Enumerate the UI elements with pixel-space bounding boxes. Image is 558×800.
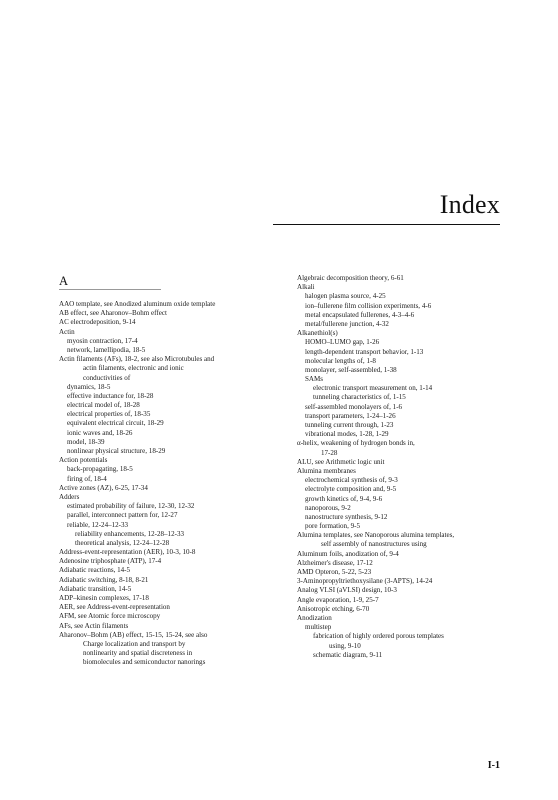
index-entry: nanostructure synthesis, 9-12 (305, 512, 388, 521)
index-entry: ionic waves and, 18-26 (67, 428, 133, 437)
index-entry: electrolyte composition and, 9-5 (305, 485, 397, 494)
index-entry: electronic transport measurement on, 1-14 (313, 384, 433, 393)
index-entry: 3-Aminopropyltriethoxysilane (3-APTS), 14-24 (297, 577, 433, 586)
index-entry: Adiabatic switching, 8-18, 8-21 (59, 575, 149, 584)
index-entry: firing of, 18-4 (67, 474, 107, 483)
index-entry: HOMO–LUMO gap, 1-26 (305, 338, 380, 347)
index-entry: self assembly of nanostructures using (321, 540, 427, 549)
index-entry: model, 18-39 (67, 437, 105, 446)
index-entry: AER, see Address-event-representation (59, 603, 170, 612)
index-entry: equivalent electrical circuit, 18-29 (67, 419, 164, 428)
section-rule (59, 289, 161, 290)
index-entry: nonlinearity and spatial discreteness in (83, 649, 193, 658)
index-entry: Adders (59, 492, 80, 501)
index-entry: 17-28 (321, 448, 338, 457)
index-entry: halogen plasma source, 4-25 (305, 292, 386, 301)
index-entry: Alkali (297, 283, 315, 292)
index-entry: Address-event-representation (AER), 10-3, 10-8 (59, 548, 196, 557)
index-entry: multistep (305, 623, 332, 632)
index-entry: vibrational modes, 1-28, 1-29 (305, 430, 389, 439)
index-entry: Adiabatic transition, 14-5 (59, 584, 132, 593)
index-entry: Charge localization and transport by (83, 639, 186, 648)
index-entry: Action potentials (59, 456, 108, 465)
index-entry: α-helix, weakening of hydrogen bonds in, (297, 439, 415, 448)
index-entry: estimated probability of failure, 12-30, 12-32 (67, 502, 195, 511)
index-entry: myosin contraction, 17-4 (67, 336, 138, 345)
index-entry: fabrication of highly ordered porous templates (313, 632, 444, 641)
index-entry: schematic diagram, 9-11 (313, 650, 383, 659)
index-entry: AC electrodeposition, 9-14 (59, 318, 136, 327)
index-entry: tunneling characteristics of, 1-15 (313, 393, 406, 402)
index-entry: AB effect, see Aharonov–Bohm effect (59, 309, 167, 318)
title-rule (273, 224, 500, 225)
section-letter: A (59, 274, 69, 288)
index-title: Index (439, 190, 500, 219)
index-entry: tunneling current through, 1-23 (305, 421, 394, 429)
left-entries (59, 300, 277, 668)
right-entries (297, 274, 501, 660)
index-entry: Actin filaments (AFs), 18-2, see also Microtubules and (59, 355, 215, 364)
index-entry: reliable, 12-24–12-33 (67, 520, 129, 529)
index-entry: SAMs (305, 375, 324, 384)
index-entry: Algebraic decomposition theory, 6-61 (297, 274, 404, 282)
index-entry: AMD Opteron, 5-22, 5-23 (297, 568, 372, 576)
index-entry: Active zones (AZ), 6-25, 17-34 (59, 483, 148, 492)
index-entry: Alumina templates, see Nanoporous alumina templates, (297, 531, 455, 540)
index-entry: transport parameters, 1-24–1-26 (305, 411, 396, 420)
index-entry: parallel, interconnect pattern for, 12-27 (67, 511, 178, 520)
index-entry: metal/fullerene junction, 4-32 (305, 319, 389, 328)
index-entry: electrical model of, 18-28 (67, 401, 140, 410)
index-entry: nonlinear physical structure, 18-29 (67, 447, 166, 455)
index-entry: ADP–kinesin complexes, 17-18 (59, 594, 149, 602)
index-entry: theoretical analysis, 12-24–12-28 (75, 538, 170, 547)
index-entry: Adenosine triphosphate (ATP), 17-4 (59, 557, 162, 566)
index-entry: molecular lengths of, 1-8 (305, 356, 376, 365)
index-entry: Actin (59, 327, 75, 336)
index-entry: Alumina membranes (297, 466, 356, 475)
index-entry: monolayer, self-assembled, 1-38 (305, 365, 397, 374)
page-number: I-1 (487, 760, 500, 771)
index-entry: AAO template, see Anodized aluminum oxide template (59, 300, 216, 308)
index-entry: effective inductance for, 18-28 (67, 391, 154, 400)
index-entry: ALU, see Arithmetic logic unit (297, 457, 385, 466)
index-entry: Anodization (297, 613, 332, 622)
index-entry: actin filaments, electronic and ionic (83, 364, 184, 373)
index-entry: dynamics, 18-5 (67, 382, 111, 391)
index-entry: Alkanethiol(s) (297, 329, 338, 338)
index-entry: reliability enhancements, 12-28–12-33 (75, 529, 184, 538)
index-entry: growth kinetics of, 9-4, 9-6 (305, 494, 383, 503)
index-entry: Adiabatic reactions, 14-5 (59, 566, 131, 575)
index-entry: network, lamellipodia, 18-5 (67, 345, 146, 354)
index-entry: AFM, see Atomic force microscopy (59, 612, 161, 621)
index-entry: Anisotropic etching, 6-70 (297, 604, 370, 613)
right-column (297, 274, 501, 660)
index-entry: nanoporous, 9-2 (305, 503, 351, 512)
index-entry: Analog VLSI (aVLSI) design, 10-3 (297, 586, 397, 595)
index-entry: back-propagating, 18-5 (67, 465, 133, 474)
index-entry: Angle evaporation, 1-9, 25-7 (297, 595, 379, 604)
index-entry: metal encapsulated fullerenes, 4-3–4-6 (305, 310, 415, 319)
index-entry: conductivities of (83, 373, 131, 382)
index-entry: length-dependent transport behavior, 1-13 (305, 347, 424, 356)
index-entry: using, 9-10 (329, 641, 361, 650)
index-entry: Aharonov–Bohm (AB) effect, 15-15, 15-24, see also (59, 630, 208, 639)
index-entry: electrical properties of, 18-35 (67, 410, 151, 419)
index-entry: electrochemical synthesis of, 9-3 (305, 476, 398, 485)
index-entry: biomolecules and semiconductor nanorings (83, 658, 206, 667)
left-column (59, 274, 277, 668)
index-entry: ion–fullerene film collision experiments, 4-6 (305, 301, 432, 310)
index-entry: AFs, see Actin filaments (59, 621, 129, 630)
index-entry: Alzheimer's disease, 17-12 (297, 558, 373, 567)
index-entry: self-assembled monolayers of, 1-6 (305, 402, 403, 411)
index-entry: pore formation, 9-5 (305, 522, 360, 531)
index-entry: Aluminum foils, anodization of, 9-4 (297, 549, 399, 558)
